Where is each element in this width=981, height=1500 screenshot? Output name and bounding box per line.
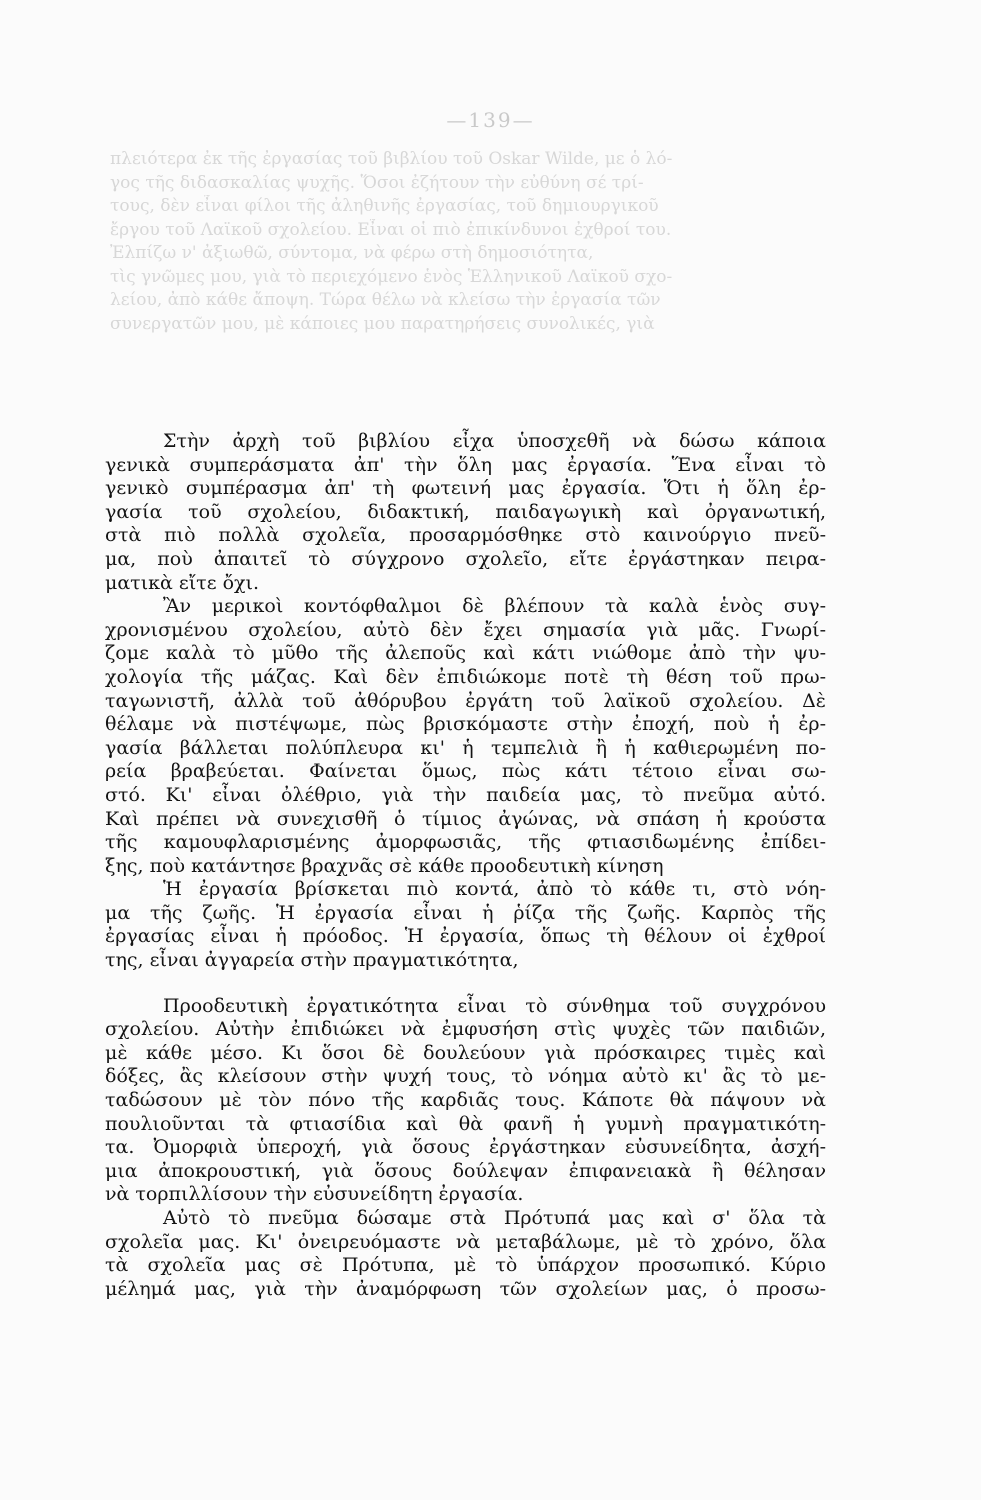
bleed-line: γος τῆς διδασκαλίας ψυχῆς. Ὅσοι ἐζήτουν τὴν εὐθύνη σέ τρί- [110, 172, 644, 193]
text-line: ταδώσουν μὲ τὸν πόνο τῆς καρδιᾶς τους. Κάποτε θὰ πάψουν νὰ [105, 1089, 826, 1112]
paragraph [105, 595, 826, 878]
text-line: ματικὰ εἴτε ὄχι. [105, 571, 260, 594]
paragraph-gap [105, 973, 826, 995]
text-line: μα, ποὺ ἀπαιτεῖ τὸ σύγχρονο σχολεῖο, εἴτε ἐργάστηκαν πειρα- [105, 547, 826, 570]
bleed-line: συνεργατῶν μου, μὲ κάποιες μου παρατηρήσεις συνολικές, γιὰ [110, 313, 655, 334]
text-line: ξης, ποὺ κατάντησε βραχνᾶς σὲ κάθε προοδευτικὴ κίνηση [105, 854, 664, 877]
text-line: ταγωνιστῆ, ἀλλὰ τοῦ ἀθόρυβου ἐργάτη τοῦ λαϊκοῦ σχολείου. Δὲ [105, 689, 826, 712]
text-line: Προοδευτικὴ ἐργατικότητα εἶναι τὸ σύνθημα τοῦ συγχρόνου [163, 994, 826, 1017]
text-line: ἐργασίας εἶναι ἡ πρόοδος. Ἡ ἐργασία, ὅπως τὴ θέλουν οἱ ἐχθροί [105, 925, 826, 948]
text-line: νὰ τορπιλλίσουν τὴν εὐσυνείδητη ἐργασία. [105, 1183, 524, 1206]
text-line: τὰ σχολεῖα μας σὲ Πρότυπα, μὲ τὸ ὑπάρχον προσωπικό. Κύριο [105, 1254, 826, 1277]
text-line: γασία βάλλεται πολύπλευρα κι' ἡ τεμπελιὰ ἢ ἡ καθιερωμένη πο- [105, 736, 826, 759]
text-line: σχολείου. Αὐτὴν ἐπιδιώκει νὰ ἐμφυσήση στὶς ψυχὲς τῶν παιδιῶν, [105, 1018, 826, 1041]
bleed-line: λείου, ἀπὸ κάθε ἄποψη. Τώρα θέλω νὰ κλείσω τὴν ἐργασία τῶν [110, 290, 661, 310]
bleed-line: πλειότερα ἐκ τῆς ἐργασίας τοῦ βιβλίου τοῦ Oskar Wilde, με ὁ λό- [110, 149, 673, 169]
bleed-line: τὶς γνῶμες μου, γιὰ τὸ περιεχόμενο ἑνὸς Ἑλληνικοῦ Λαϊκοῦ σχο- [110, 266, 673, 287]
text-line: της, εἶναι ἀγγαρεία στὴν πραγματικότητα, [105, 949, 519, 972]
text-line: δόξες, ἂς κλείσουν στὴν ψυχή τους, τὸ νόημα αὐτὸ κι' ἂς τὸ με- [105, 1065, 826, 1088]
bleed-line: τους, δὲν εἶναι φίλοι τῆς ἀληθινῆς ἐργασίας, τοῦ δημιουργικοῦ [110, 196, 659, 216]
text-line: στό. Κι' εἶναι ὀλέθριο, γιὰ τὴν παιδεία μας, τὸ πνεῦμα αὐτό. [105, 783, 826, 806]
text-line: τα. Ὀμορφιὰ ὑπεροχή, γιὰ ὅσους ἐργάστηκαν εὐσυνείδητα, ἀσχή- [105, 1136, 826, 1159]
text-line: ρεία βραβεύεται. Φαίνεται ὅμως, πὼς κάτι τέτοιο εἶναι σω- [105, 760, 826, 783]
body-text [105, 430, 826, 1301]
text-line: γασία τοῦ σχολείου, διδακτική, παιδαγωγικὴ καὶ ὀργανωτική, [105, 500, 826, 523]
text-line: μὲ κάθε μέσο. Κι ὅσοι δὲ δουλεύουν γιὰ πρόσκαιρες τιμὲς καὶ [105, 1041, 826, 1064]
paragraph [105, 430, 826, 595]
text-line: μια ἀποκρουστική, γιὰ ὅσους δούλεψαν ἐπιφανειακὰ ἢ θέλησαν [105, 1159, 826, 1182]
text-line: μέλημά μας, γιὰ τὴν ἀναμόρφωση τῶν σχολείων μας, ὁ προσω- [105, 1277, 826, 1300]
bleed-line: ἔργου τοῦ Λαϊκοῦ σχολείου. Εἶναι οἱ πιὸ ἐπικίνδυνοι ἐχθροί του. [110, 219, 672, 240]
bleed-line: Ἐλπίζω ν' ἀξιωθῶ, σύντομα, νὰ φέρω στὴ δημοσιότητα, [110, 243, 594, 263]
paragraph [105, 995, 826, 1207]
text-line: Ἂν μερικοὶ κοντόφθαλμοι δὲ βλέπουν τὰ καλὰ ἑνὸς συγ- [163, 595, 826, 618]
bleed-through-text [110, 148, 830, 336]
text-line: Αὐτὸ τὸ πνεῦμα δώσαμε στὰ Πρότυπά μας καὶ σ' ὅλα τὰ [163, 1207, 826, 1229]
paragraph [105, 878, 826, 972]
text-line: χρονισμένου σχολείου, αὐτὸ δὲν ἔχει σημασία γιὰ μᾶς. Γνωρί- [105, 618, 826, 641]
text-line: ζομε καλὰ τὸ μῦθο τῆς ἀλεποῦς καὶ κάτι νιώθομε ἀπὸ τὴν ψυ- [105, 642, 826, 665]
text-line: στὰ πιὸ πολλὰ σχολεῖα, προσαρμόσθηκε στὸ καινούργιο πνεῦ- [105, 524, 826, 547]
text-line: γενικὰ συμπεράσματα ἀπ' τὴν ὅλη μας ἐργασία. Ἕνα εἶναι τὸ [105, 453, 826, 476]
text-line: γενικὸ συμπέρασμα ἀπ' τὴ φωτεινή μας ἐργασία. Ὅτι ἡ ὅλη ἐρ- [105, 477, 826, 500]
text-line: θέλαμε νὰ πιστέψωμε, πὼς βρισκόμαστε στὴν ἐποχή, ποὺ ἡ ἐρ- [105, 713, 826, 736]
text-line: Ἡ ἐργασία βρίσκεται πιὸ κοντά, ἀπὸ τὸ κάθε τι, στὸ νόη- [163, 878, 826, 901]
text-line: σχολεῖα μας. Κι' ὀνειρευόμαστε νὰ μεταβάλωμε, μὲ τὸ χρόνο, ὅλα [105, 1230, 826, 1253]
text-line: Στὴν ἀρχὴ τοῦ βιβλίου εἶχα ὑποσχεθῆ νὰ δώσω κάποια [163, 430, 826, 452]
text-line: πουλιοῦνται τὰ φτιασίδια καὶ θὰ φανῆ ἡ γυμνὴ πραγματικότη- [105, 1112, 826, 1135]
text-line: τῆς καμουφλαρισμένης ἀμορφωσιᾶς, τῆς φτιασιδωμένης ἐπίδει- [105, 831, 826, 854]
text-line: χολογία τῆς μάζας. Καὶ δὲν ἐπιδιώκομε ποτὲ τὴ θέση τοῦ πρω- [105, 665, 826, 688]
text-line: μα τῆς ζωῆς. Ἡ ἐργασία εἶναι ἡ ῥίζα τῆς ζωῆς. Καρπὸς τῆς [105, 901, 826, 924]
page-number: —139— [446, 108, 535, 132]
paragraph [105, 1207, 826, 1301]
text-line: Καὶ πρέπει νὰ συνεχισθῆ ὁ τίμιος ἀγώνας, νὰ σπάση ἡ κρούστα [105, 807, 826, 830]
